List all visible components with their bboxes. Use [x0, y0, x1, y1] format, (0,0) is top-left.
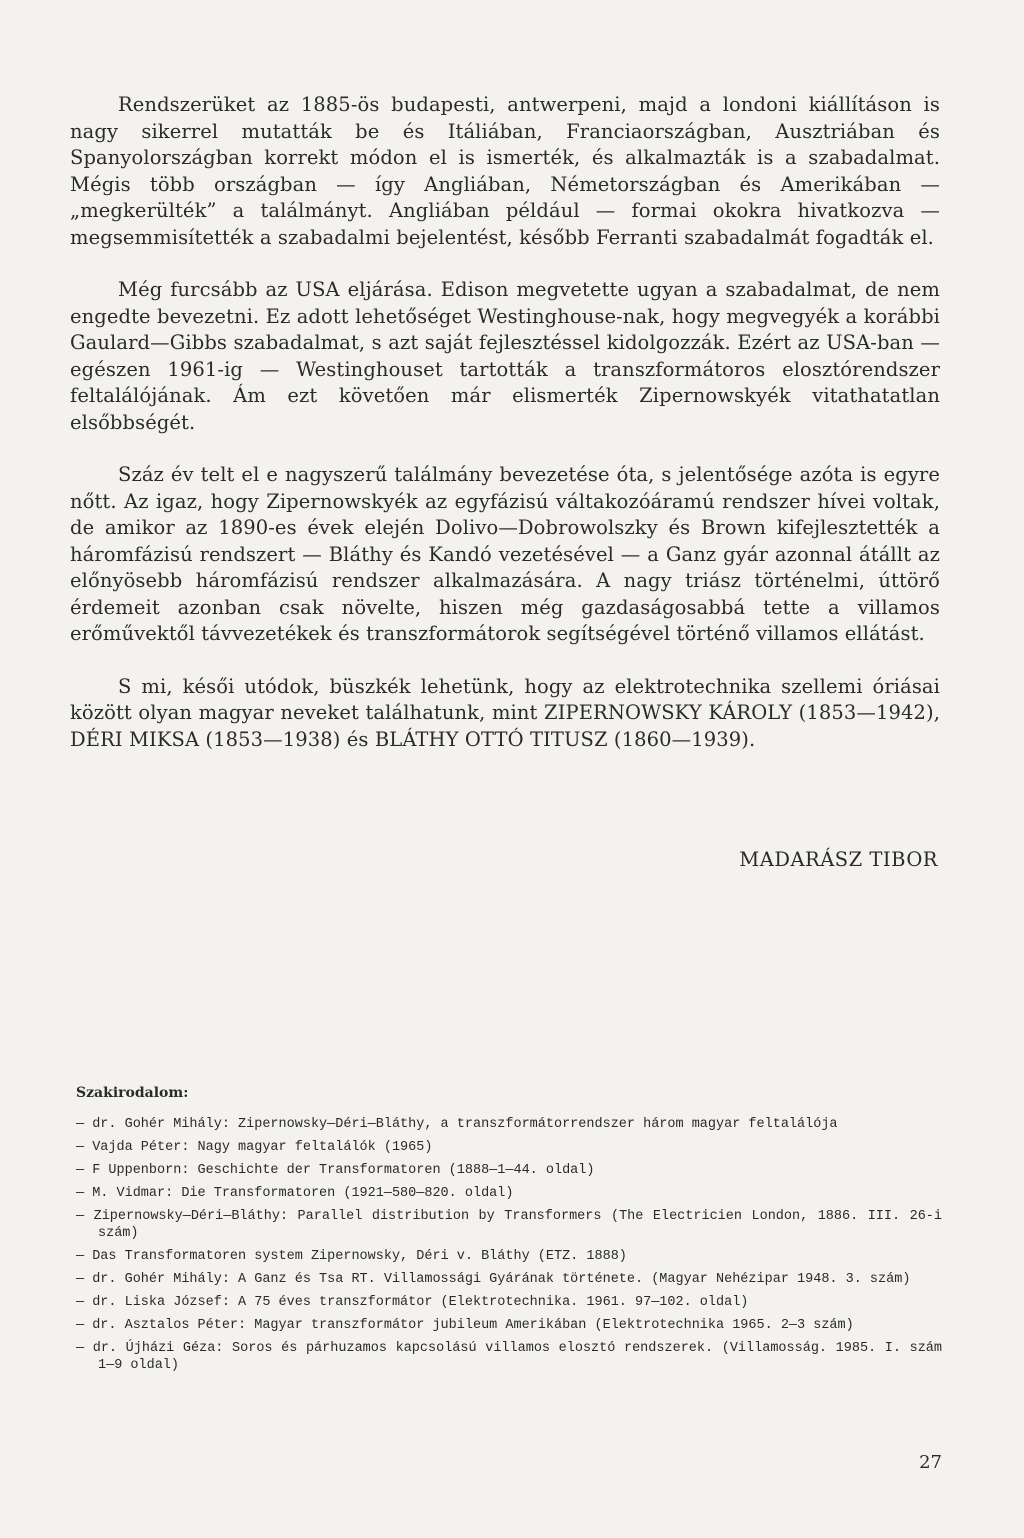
reference-item: — dr. Gohér Mihály: A Ganz és Tsa RT. Villamossági Gyárának története. (Magyar Nehézipar 1948. 3. szám) — [76, 1271, 942, 1288]
reference-item: — F Uppenborn: Geschichte der Transformatoren (1888—1—44. oldal) — [76, 1162, 942, 1179]
reference-item: — dr. Liska József: A 75 éves transzformátor (Elektrotechnika. 1961. 97—102. oldal) — [76, 1294, 942, 1311]
paragraph-4: S mi, késői utódok, büszkék lehetünk, hogy az elektrotechnika szellemi óriásai között olyan magyar neveket találhatunk, mint ZIPERNOWSKY KÁROLY (1853—1942), DÉRI MIKSA (1853—1938) és BLÁTHY OTTÓ TITUSZ (1860—1939). — [70, 674, 940, 751]
article-body — [70, 92, 940, 779]
reference-item: — M. Vidmar: Die Transformatoren (1921—580—820. oldal) — [76, 1185, 942, 1202]
reference-item: — Vajda Péter: Nagy magyar feltalálók (1965) — [76, 1139, 942, 1156]
author-signature: MADARÁSZ TIBOR — [739, 848, 938, 871]
reference-item: — dr. Újházi Géza: Soros és párhuzamos kapcsolású villamos elosztó rendszerek. (Villamosság. 1985. I. szám 1—9 oldal) — [76, 1340, 942, 1374]
references-list — [76, 1116, 942, 1380]
reference-item: — dr. Gohér Mihály: Zipernowsky—Déri—Bláthy, a transzformátorrendszer három magyar feltalálója — [76, 1116, 942, 1133]
page-number: 27 — [919, 1452, 942, 1473]
paragraph-3: Száz év telt el e nagyszerű találmány bevezetése óta, s jelentősége azóta is egyre nőtt. Az igaz, hogy Zipernowskyék az egyfázisú váltakozóáramú rendszer hívei voltak, de amikor az 1890-es évek elején Dolivo—Dobrowolszky és Brown kifejlesztették a háromfázisú rendszert — Bláthy és Kandó vezetésével — a Ganz gyár azonnal átállt az előnyösebb háromfázisú rendszer alkalmazására. A nagy triász történelmi, úttörő érdemeit azonban csak növelte, hiszen még gazdaságosabbá tette a villamos erőművektől távvezetékek és transzformátorok segítségével történő villamos ellátást. — [70, 463, 940, 645]
paragraph-1: Rendszerüket az 1885-ös budapesti, antwerpeni, majd a londoni kiállításon is nagy sikerrel mutatták be és Itáliában, Franciaországban, Ausztriában és Spanyolországban korrekt módon el is ismerték, és alkalmazták is a szabadalmat. Mégis több országban — így Angliában, Németországban és Amerikában — „megkerülték” a találmányt. Angliában például — formai okokra hivatkozva — megsemmisítették a szabadalmi bejelentést, később Ferranti szabadalmát fogadták el. — [70, 93, 940, 249]
references-title: Szakirodalom: — [76, 1085, 189, 1101]
reference-item: — Das Transformatoren system Zipernowsky, Déri v. Bláthy (ETZ. 1888) — [76, 1248, 942, 1265]
paragraph-2: Még furcsább az USA eljárása. Edison megvetette ugyan a szabadalmat, de nem engedte bevezetni. Ez adott lehetőséget Westinghouse-nak, hogy megvegyék a korábbi Gaulard—Gibbs szabadalmat, s azt saját fejlesztéssel kidolgozzák. Ezért az USA-ban — egészen 1961-ig — Westinghouset tartották a transzformátoros elosztórendszer feltalálójának. Ám ezt követően már elismerték Zipernowskyék vitathatatlan elsőbbségét. — [70, 278, 940, 434]
reference-item: — Zipernowsky—Déri—Bláthy: Parallel distribution by Transformers (The Electricien London, 1886. III. 26-i szám) — [76, 1208, 942, 1242]
reference-item: — dr. Asztalos Péter: Magyar transzformátor jubileum Amerikában (Elektrotechnika 1965. 2—3 szám) — [76, 1317, 942, 1334]
